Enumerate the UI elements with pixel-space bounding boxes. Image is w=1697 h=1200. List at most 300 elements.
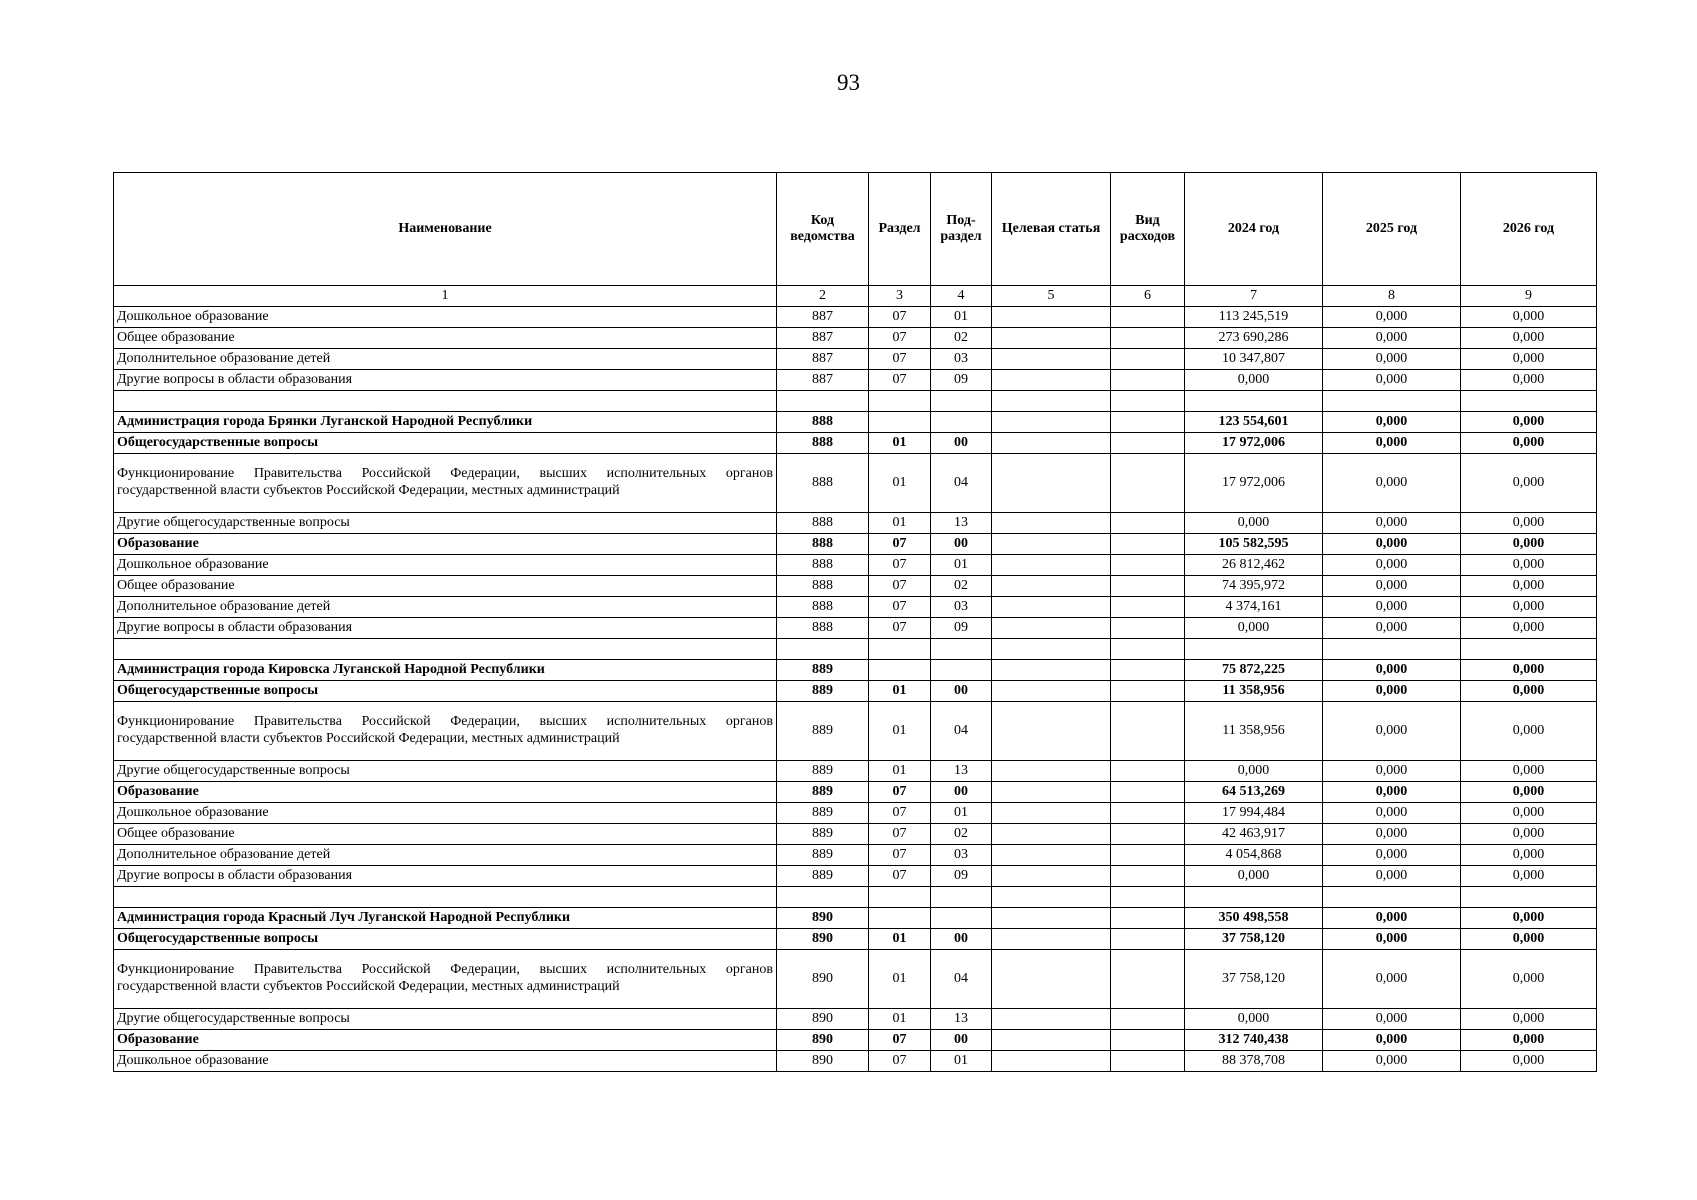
cell-y2026: 0,000: [1461, 803, 1597, 824]
cell-y2025: 0,000: [1323, 370, 1461, 391]
cell-razdel: 07: [869, 803, 931, 824]
table-header: [114, 173, 1597, 307]
cell-y2024: 273 690,286: [1185, 328, 1323, 349]
table-row: [114, 929, 1597, 950]
cell-y2026: 0,000: [1461, 597, 1597, 618]
cell-name: Образование: [114, 782, 777, 803]
cell-tsel: [992, 782, 1111, 803]
cell-tsel: [992, 576, 1111, 597]
cell-tsel: [992, 412, 1111, 433]
cell-tsel: [992, 433, 1111, 454]
spacer-row: [114, 639, 1597, 660]
cell-vid: [1111, 782, 1185, 803]
cell-vid: [1111, 1030, 1185, 1051]
cell-vid: [1111, 618, 1185, 639]
cell-vid: [1111, 555, 1185, 576]
cell-y2026: 0,000: [1461, 349, 1597, 370]
cell-kod: 889: [777, 803, 869, 824]
cell-y2024: 0,000: [1185, 370, 1323, 391]
cell-y2025: 0,000: [1323, 929, 1461, 950]
cell-razdel: 01: [869, 513, 931, 534]
cell-vid: [1111, 950, 1185, 1009]
cell-y2026: 0,000: [1461, 454, 1597, 513]
table-row: [114, 349, 1597, 370]
table-row: [114, 370, 1597, 391]
cell-y2026: 0,000: [1461, 681, 1597, 702]
cell-y2025: 0,000: [1323, 513, 1461, 534]
table-row: [114, 1009, 1597, 1030]
cell-y2025: [1323, 639, 1461, 660]
cell-tsel: [992, 929, 1111, 950]
cell-y2026: [1461, 887, 1597, 908]
cell-razdel: 01: [869, 681, 931, 702]
cell-y2024: 42 463,917: [1185, 824, 1323, 845]
table-row: [114, 618, 1597, 639]
cell-name: Дополнительное образование детей: [114, 597, 777, 618]
table-row: [114, 454, 1597, 513]
cell-razdel: 07: [869, 576, 931, 597]
cell-podrazdel: 01: [931, 1051, 992, 1072]
page-number: 93: [837, 70, 860, 95]
cell-razdel: 01: [869, 454, 931, 513]
cell-podrazdel: [931, 639, 992, 660]
cell-y2024: 17 972,006: [1185, 433, 1323, 454]
cell-razdel: 01: [869, 702, 931, 761]
cell-y2026: 0,000: [1461, 782, 1597, 803]
cell-name: Дополнительное образование детей: [114, 349, 777, 370]
cell-podrazdel: 13: [931, 1009, 992, 1030]
cell-y2024: 17 972,006: [1185, 454, 1323, 513]
table-row: [114, 433, 1597, 454]
cell-razdel: 01: [869, 950, 931, 1009]
cell-y2024: 10 347,807: [1185, 349, 1323, 370]
column-number: 7: [1185, 286, 1323, 307]
cell-kod: 889: [777, 845, 869, 866]
cell-y2025: 0,000: [1323, 328, 1461, 349]
cell-y2024: [1185, 639, 1323, 660]
cell-tsel: [992, 866, 1111, 887]
table-row: [114, 307, 1597, 328]
header-2025: 2025 год: [1323, 173, 1461, 286]
table-row: [114, 908, 1597, 929]
cell-y2026: 0,000: [1461, 618, 1597, 639]
cell-razdel: 07: [869, 845, 931, 866]
cell-vid: [1111, 391, 1185, 412]
table-row: [114, 660, 1597, 681]
cell-razdel: 07: [869, 782, 931, 803]
cell-y2026: 0,000: [1461, 660, 1597, 681]
cell-y2025: 0,000: [1323, 845, 1461, 866]
cell-kod: 890: [777, 908, 869, 929]
table-row: [114, 681, 1597, 702]
cell-razdel: 01: [869, 761, 931, 782]
cell-kod: [777, 639, 869, 660]
column-number-row: [114, 286, 1597, 307]
cell-y2025: 0,000: [1323, 1009, 1461, 1030]
cell-y2025: [1323, 887, 1461, 908]
cell-y2026: 0,000: [1461, 950, 1597, 1009]
cell-podrazdel: 04: [931, 702, 992, 761]
column-number: 6: [1111, 286, 1185, 307]
cell-kod: 888: [777, 597, 869, 618]
cell-y2025: [1323, 391, 1461, 412]
cell-name: Дошкольное образование: [114, 1051, 777, 1072]
table-row: [114, 803, 1597, 824]
header-2024: 2024 год: [1185, 173, 1323, 286]
cell-y2025: 0,000: [1323, 866, 1461, 887]
column-number: 9: [1461, 286, 1597, 307]
cell-razdel: 07: [869, 349, 931, 370]
cell-name: Общегосударственные вопросы: [114, 681, 777, 702]
cell-razdel: 07: [869, 618, 931, 639]
cell-y2026: 0,000: [1461, 307, 1597, 328]
cell-tsel: [992, 908, 1111, 929]
cell-y2024: 37 758,120: [1185, 929, 1323, 950]
cell-podrazdel: 13: [931, 761, 992, 782]
cell-kod: 887: [777, 370, 869, 391]
cell-tsel: [992, 307, 1111, 328]
header-name: Наименование: [114, 173, 777, 286]
cell-tsel: [992, 681, 1111, 702]
cell-y2025: 0,000: [1323, 597, 1461, 618]
cell-name: Общее образование: [114, 576, 777, 597]
table-body: [114, 307, 1597, 1072]
cell-tsel: [992, 761, 1111, 782]
cell-tsel: [992, 513, 1111, 534]
cell-y2024: 17 994,484: [1185, 803, 1323, 824]
cell-name: [114, 887, 777, 908]
column-number: 8: [1323, 286, 1461, 307]
header-podrazdel: Под-раздел: [931, 173, 992, 286]
cell-y2026: 0,000: [1461, 513, 1597, 534]
cell-name: Другие общегосударственные вопросы: [114, 1009, 777, 1030]
cell-vid: [1111, 1051, 1185, 1072]
cell-podrazdel: 03: [931, 349, 992, 370]
cell-vid: [1111, 824, 1185, 845]
cell-podrazdel: 09: [931, 618, 992, 639]
cell-podrazdel: 13: [931, 513, 992, 534]
cell-y2024: 37 758,120: [1185, 950, 1323, 1009]
cell-podrazdel: 03: [931, 845, 992, 866]
cell-y2025: 0,000: [1323, 433, 1461, 454]
cell-kod: 890: [777, 1009, 869, 1030]
table-row: [114, 328, 1597, 349]
cell-y2024: 75 872,225: [1185, 660, 1323, 681]
column-number: 4: [931, 286, 992, 307]
cell-name: Другие общегосударственные вопросы: [114, 761, 777, 782]
table-row: [114, 597, 1597, 618]
cell-razdel: 01: [869, 929, 931, 950]
cell-name: Администрация города Красный Луч Луганской Народной Республики: [114, 908, 777, 929]
cell-tsel: [992, 803, 1111, 824]
cell-vid: [1111, 349, 1185, 370]
cell-tsel: [992, 845, 1111, 866]
cell-tsel: [992, 370, 1111, 391]
cell-kod: 888: [777, 454, 869, 513]
cell-vid: [1111, 534, 1185, 555]
cell-name: Другие вопросы в области образования: [114, 866, 777, 887]
cell-vid: [1111, 761, 1185, 782]
cell-tsel: [992, 328, 1111, 349]
cell-kod: 888: [777, 618, 869, 639]
cell-y2024: 88 378,708: [1185, 1051, 1323, 1072]
cell-y2026: 0,000: [1461, 702, 1597, 761]
budget-table: [113, 172, 1597, 1072]
cell-y2024: 11 358,956: [1185, 681, 1323, 702]
table-row: [114, 761, 1597, 782]
cell-podrazdel: 01: [931, 803, 992, 824]
cell-kod: 889: [777, 866, 869, 887]
header-kod: Код ведомства: [777, 173, 869, 286]
cell-podrazdel: [931, 391, 992, 412]
cell-kod: [777, 391, 869, 412]
cell-y2025: 0,000: [1323, 1030, 1461, 1051]
cell-y2024: 312 740,438: [1185, 1030, 1323, 1051]
cell-y2025: 0,000: [1323, 555, 1461, 576]
table-row: [114, 824, 1597, 845]
cell-razdel: [869, 660, 931, 681]
table-row: [114, 702, 1597, 761]
cell-razdel: 07: [869, 866, 931, 887]
cell-vid: [1111, 433, 1185, 454]
cell-y2026: 0,000: [1461, 908, 1597, 929]
cell-y2025: 0,000: [1323, 950, 1461, 1009]
cell-y2025: 0,000: [1323, 782, 1461, 803]
cell-vid: [1111, 639, 1185, 660]
cell-podrazdel: [931, 412, 992, 433]
cell-y2024: 0,000: [1185, 1009, 1323, 1030]
cell-y2024: 0,000: [1185, 866, 1323, 887]
table-row: [114, 513, 1597, 534]
table-row: [114, 950, 1597, 1009]
cell-y2025: 0,000: [1323, 1051, 1461, 1072]
cell-y2024: 113 245,519: [1185, 307, 1323, 328]
cell-kod: 889: [777, 660, 869, 681]
cell-tsel: [992, 597, 1111, 618]
cell-razdel: 07: [869, 1051, 931, 1072]
cell-razdel: [869, 887, 931, 908]
cell-name: Образование: [114, 534, 777, 555]
cell-y2024: 4 374,161: [1185, 597, 1323, 618]
cell-podrazdel: 00: [931, 929, 992, 950]
cell-y2026: 0,000: [1461, 412, 1597, 433]
cell-y2026: 0,000: [1461, 328, 1597, 349]
cell-y2024: [1185, 391, 1323, 412]
cell-kod: [777, 887, 869, 908]
cell-y2026: 0,000: [1461, 824, 1597, 845]
cell-podrazdel: 02: [931, 328, 992, 349]
cell-razdel: [869, 412, 931, 433]
cell-y2024: 123 554,601: [1185, 412, 1323, 433]
cell-y2025: 0,000: [1323, 681, 1461, 702]
cell-y2024: 26 812,462: [1185, 555, 1323, 576]
cell-podrazdel: [931, 660, 992, 681]
cell-y2024: 11 358,956: [1185, 702, 1323, 761]
table-row: [114, 555, 1597, 576]
header-razdel: Раздел: [869, 173, 931, 286]
cell-name: Общегосударственные вопросы: [114, 433, 777, 454]
cell-name: Администрация города Брянки Луганской Народной Республики: [114, 412, 777, 433]
cell-vid: [1111, 307, 1185, 328]
cell-kod: 890: [777, 950, 869, 1009]
cell-podrazdel: 00: [931, 1030, 992, 1051]
cell-y2025: 0,000: [1323, 761, 1461, 782]
cell-y2026: 0,000: [1461, 576, 1597, 597]
cell-y2024: [1185, 887, 1323, 908]
cell-kod: 890: [777, 929, 869, 950]
cell-kod: 890: [777, 1051, 869, 1072]
header-row: [114, 173, 1597, 286]
cell-name: Администрация города Кировска Луганской Народной Республики: [114, 660, 777, 681]
cell-kod: 887: [777, 307, 869, 328]
cell-y2025: 0,000: [1323, 618, 1461, 639]
cell-tsel: [992, 349, 1111, 370]
cell-y2025: 0,000: [1323, 824, 1461, 845]
cell-y2025: 0,000: [1323, 803, 1461, 824]
cell-y2025: 0,000: [1323, 908, 1461, 929]
cell-name: Функционирование Правительства Российской Федерации, высших исполнительных органов государственной власти субъектов Российской Федерации, местных администраций: [114, 702, 777, 761]
cell-vid: [1111, 681, 1185, 702]
cell-tsel: [992, 702, 1111, 761]
cell-razdel: [869, 908, 931, 929]
cell-razdel: 07: [869, 824, 931, 845]
cell-tsel: [992, 639, 1111, 660]
cell-y2026: [1461, 391, 1597, 412]
cell-y2024: 74 395,972: [1185, 576, 1323, 597]
column-number: 1: [114, 286, 777, 307]
cell-razdel: [869, 639, 931, 660]
cell-podrazdel: 09: [931, 866, 992, 887]
cell-y2024: 64 513,269: [1185, 782, 1323, 803]
cell-kod: 887: [777, 328, 869, 349]
cell-y2024: 0,000: [1185, 618, 1323, 639]
cell-y2026: 0,000: [1461, 1030, 1597, 1051]
cell-razdel: 07: [869, 555, 931, 576]
cell-name: Дополнительное образование детей: [114, 845, 777, 866]
cell-podrazdel: 04: [931, 950, 992, 1009]
cell-tsel: [992, 950, 1111, 1009]
cell-name: [114, 391, 777, 412]
cell-podrazdel: 00: [931, 433, 992, 454]
cell-y2026: 0,000: [1461, 534, 1597, 555]
cell-y2026: 0,000: [1461, 1009, 1597, 1030]
cell-podrazdel: 01: [931, 307, 992, 328]
cell-y2025: 0,000: [1323, 576, 1461, 597]
cell-y2026: 0,000: [1461, 761, 1597, 782]
cell-name: [114, 639, 777, 660]
cell-y2024: 0,000: [1185, 513, 1323, 534]
cell-name: Другие общегосударственные вопросы: [114, 513, 777, 534]
cell-razdel: 07: [869, 597, 931, 618]
cell-y2026: 0,000: [1461, 370, 1597, 391]
cell-podrazdel: 02: [931, 824, 992, 845]
cell-name: Другие вопросы в области образования: [114, 618, 777, 639]
cell-razdel: 01: [869, 1009, 931, 1030]
cell-name: Другие вопросы в области образования: [114, 370, 777, 391]
cell-kod: 889: [777, 824, 869, 845]
table-row: [114, 576, 1597, 597]
cell-tsel: [992, 618, 1111, 639]
cell-kod: 888: [777, 412, 869, 433]
cell-name: Дошкольное образование: [114, 555, 777, 576]
cell-tsel: [992, 660, 1111, 681]
table-row: [114, 1051, 1597, 1072]
cell-podrazdel: 09: [931, 370, 992, 391]
cell-name: Общее образование: [114, 824, 777, 845]
cell-podrazdel: 00: [931, 782, 992, 803]
cell-kod: 888: [777, 534, 869, 555]
cell-name: Образование: [114, 1030, 777, 1051]
cell-y2024: 350 498,558: [1185, 908, 1323, 929]
cell-tsel: [992, 1030, 1111, 1051]
cell-tsel: [992, 824, 1111, 845]
spacer-row: [114, 887, 1597, 908]
spacer-row: [114, 391, 1597, 412]
cell-podrazdel: 04: [931, 454, 992, 513]
cell-vid: [1111, 328, 1185, 349]
cell-vid: [1111, 660, 1185, 681]
cell-y2024: 4 054,868: [1185, 845, 1323, 866]
column-number: 3: [869, 286, 931, 307]
cell-kod: 888: [777, 433, 869, 454]
header-tsel: Целевая статья: [992, 173, 1111, 286]
cell-kod: 889: [777, 782, 869, 803]
cell-podrazdel: 00: [931, 534, 992, 555]
cell-y2026: 0,000: [1461, 929, 1597, 950]
header-vid: Вид расходов: [1111, 173, 1185, 286]
cell-razdel: 07: [869, 1030, 931, 1051]
cell-kod: 889: [777, 761, 869, 782]
cell-y2026: 0,000: [1461, 555, 1597, 576]
cell-kod: 887: [777, 349, 869, 370]
cell-y2025: 0,000: [1323, 307, 1461, 328]
cell-podrazdel: 00: [931, 681, 992, 702]
cell-vid: [1111, 412, 1185, 433]
table-row: [114, 534, 1597, 555]
table-row: [114, 782, 1597, 803]
cell-name: Общее образование: [114, 328, 777, 349]
cell-y2024: 0,000: [1185, 761, 1323, 782]
cell-vid: [1111, 370, 1185, 391]
cell-podrazdel: 01: [931, 555, 992, 576]
cell-podrazdel: 02: [931, 576, 992, 597]
cell-y2025: 0,000: [1323, 534, 1461, 555]
cell-vid: [1111, 513, 1185, 534]
cell-y2026: 0,000: [1461, 433, 1597, 454]
cell-vid: [1111, 576, 1185, 597]
cell-y2026: 0,000: [1461, 1051, 1597, 1072]
cell-vid: [1111, 803, 1185, 824]
table-row: [114, 1030, 1597, 1051]
column-number: 5: [992, 286, 1111, 307]
cell-razdel: 01: [869, 433, 931, 454]
cell-y2024: 105 582,595: [1185, 534, 1323, 555]
cell-name: Дошкольное образование: [114, 307, 777, 328]
column-number: 2: [777, 286, 869, 307]
cell-tsel: [992, 454, 1111, 513]
cell-y2026: 0,000: [1461, 845, 1597, 866]
cell-vid: [1111, 1009, 1185, 1030]
cell-y2025: 0,000: [1323, 412, 1461, 433]
cell-kod: 888: [777, 555, 869, 576]
cell-y2026: 0,000: [1461, 866, 1597, 887]
cell-y2026: [1461, 639, 1597, 660]
header-2026: 2026 год: [1461, 173, 1597, 286]
cell-name: Дошкольное образование: [114, 803, 777, 824]
cell-tsel: [992, 555, 1111, 576]
cell-tsel: [992, 391, 1111, 412]
cell-razdel: [869, 391, 931, 412]
